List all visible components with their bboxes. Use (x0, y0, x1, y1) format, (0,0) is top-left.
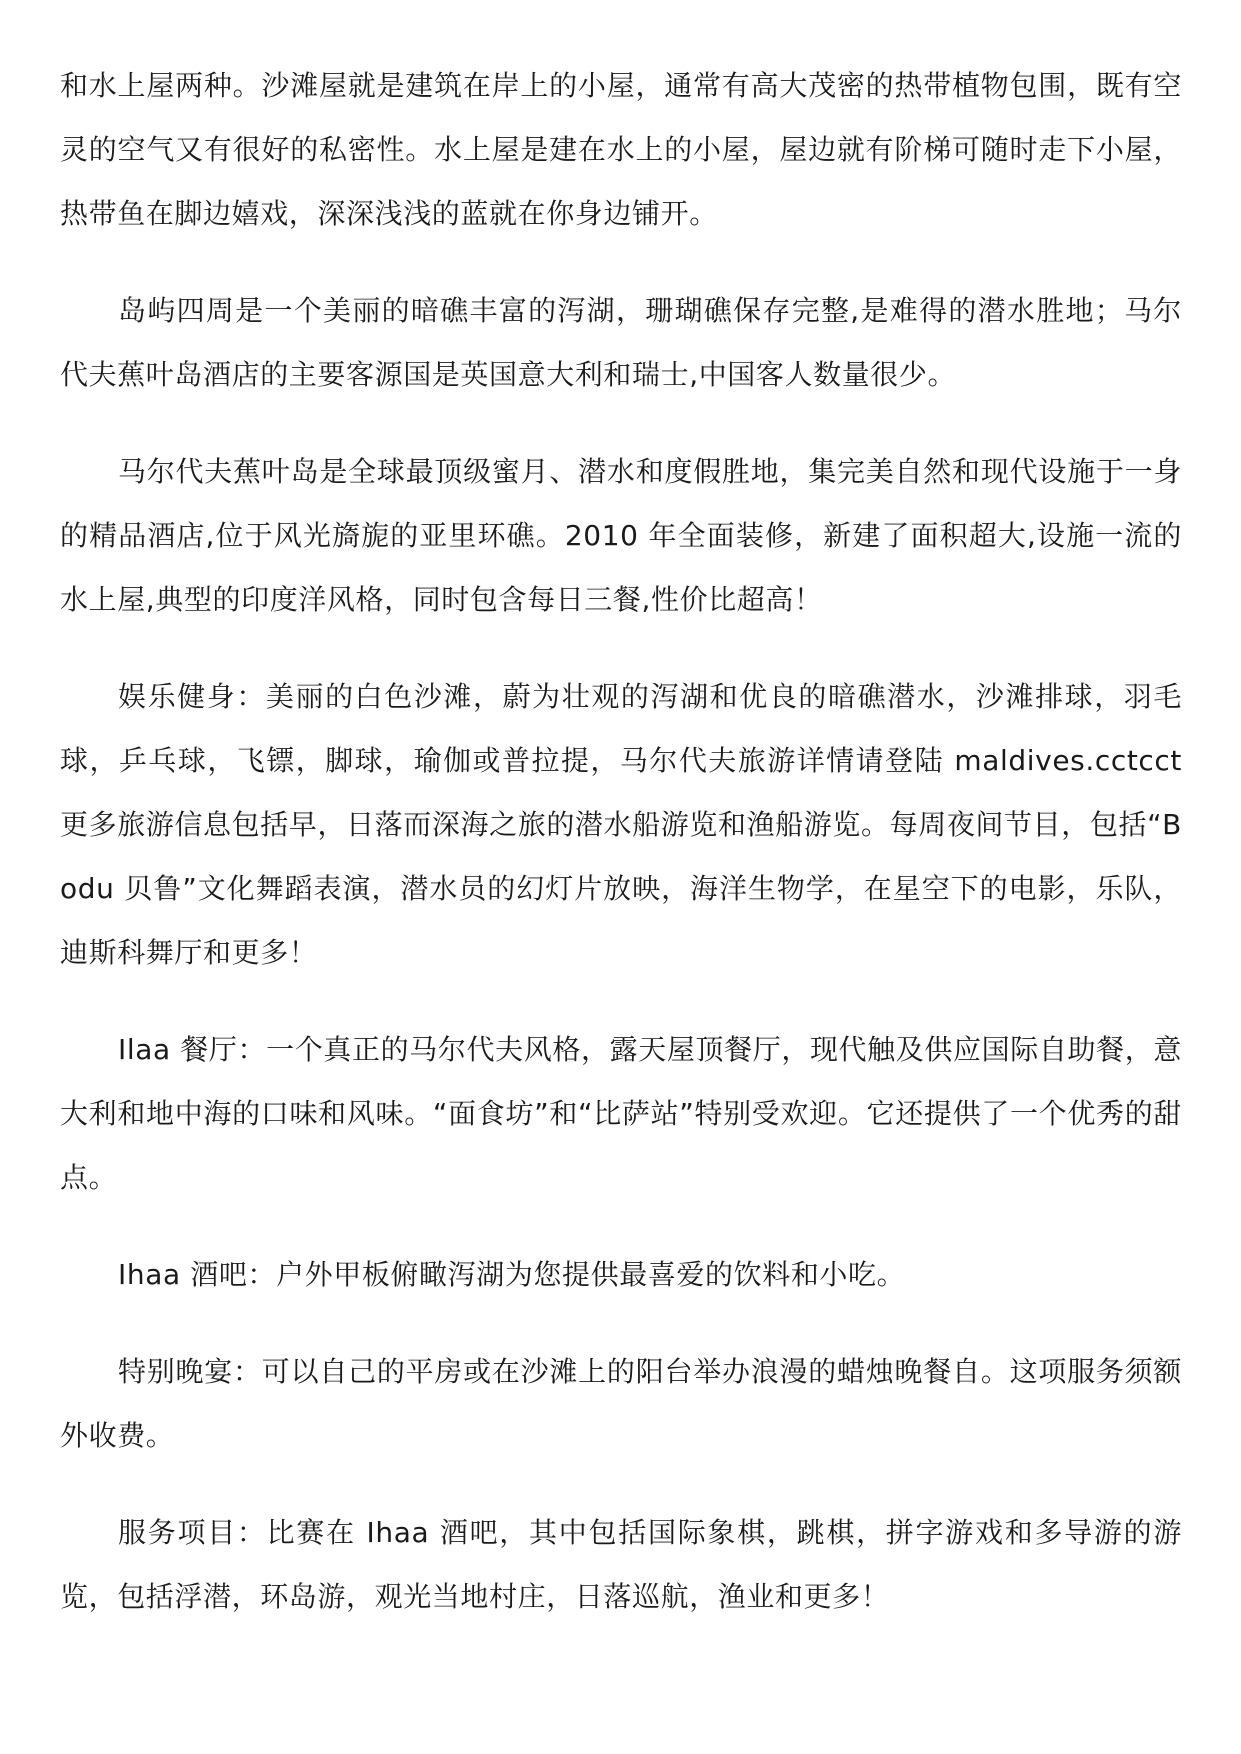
paragraph-ihaa-bar: Ihaa 酒吧：户外甲板俯瞰泻湖为您提供最喜爱的饮料和小吃。 (118, 1258, 906, 1291)
paragraph-ilaa-restaurant: Ilaa 餐厅：一个真正的马尔代夫风格，露天屋顶餐厅，现代触及供应国际自助餐，意大利和地中海的口味和风味。“面食坊”和“比萨站”特别受欢迎。它还提供了一个优秀的甜点。 (60, 1033, 1182, 1194)
paragraph-services: 服务项目：比赛在 Ihaa 酒吧，其中包括国际象棋，跳棋，拼字游戏和多导游的游览，包括浮潜，环岛游，观光当地村庄，日落巡航，渔业和更多！ (60, 1516, 1182, 1613)
paragraph-beach-and-water-villas: 和水上屋两种。沙滩屋就是建筑在岸上的小屋，通常有高大茂密的热带植物包围，既有空灵的空气又有很好的私密性。水上屋是建在水上的小屋，屋边就有阶梯可随时走下小屋，热带鱼在脚边嬉戏，深深浅浅的蓝就在你身边铺开。 (60, 69, 1182, 230)
document-page (60, 54, 1182, 1662)
paragraph-special-dinner: 特别晚宴：可以自己的平房或在沙滩上的阳台举办浪漫的蜡烛晚餐自。这项服务须额外收费。 (60, 1355, 1182, 1452)
paragraph-lagoon-and-guests: 岛屿四周是一个美丽的暗礁丰富的泻湖，珊瑚礁保存完整,是难得的潜水胜地；马尔代夫蕉叶岛酒店的主要客源国是英国意大利和瑞士,中国客人数量很少。 (60, 294, 1182, 391)
paragraph-resort-overview: 马尔代夫蕉叶岛是全球最顶级蜜月、潜水和度假胜地，集完美自然和现代设施于一身的精品酒店,位于风光旖旎的亚里环礁。2010 年全面装修，新建了面积超大,设施一流的水上屋,典型的印度洋风格，同时包含每日三餐,性价比超高！ (60, 455, 1182, 616)
paragraph-recreation: 娱乐健身：美丽的白色沙滩，蔚为壮观的泻湖和优良的暗礁潜水，沙滩排球，羽毛球，乒乓球，飞镖，脚球，瑜伽或普拉提，马尔代夫旅游详情请登陆 maldives.cctcct 更多旅游信息包括早，日落而深海之旅的潜水船游览和渔船游览。每周夜间节目，包括“Bodu 贝鲁”文化舞蹈表演，潜水员的幻灯片放映，海洋生物学，在星空下的电影，乐队，迪斯科舞厅和更多！ (60, 680, 1182, 969)
